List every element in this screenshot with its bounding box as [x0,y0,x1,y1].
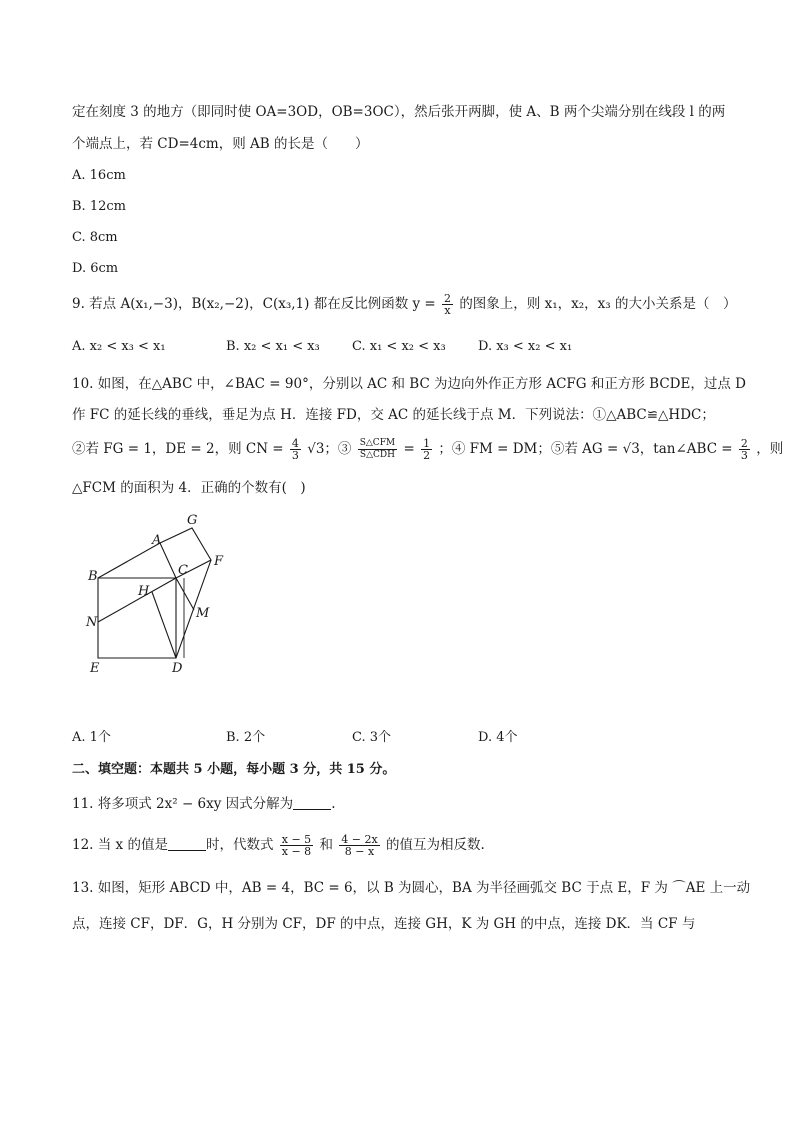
q10-option-b: B. 2个 [226,730,266,745]
q10-frac-3-num: 1 [423,437,431,450]
q9-frac-num: 2 [444,292,452,305]
label-c: C [178,563,188,578]
q12-fraction-2 [339,834,379,857]
q13-line-2: 点，连接 CF，DF．G，H 分别为 CF，DF 的中点，连接 GH，K 为 GH 的中点，连接 DK．当 CF 与 [72,916,696,932]
q10-option-a: A. 1个 [72,730,111,745]
label-e: E [90,661,100,676]
q12-answer-blank [168,836,206,851]
q8-line-1: 定在刻度 3 的地方（即同时使 OA=3OD，OB=3OC），然后张开两脚，使 A、B 两个尖端分别在线段 l 的两 [72,104,726,120]
q12-frac-2-den: 8 − x [344,845,375,858]
q12-frac-2-num: 4 − 2x [341,833,378,846]
q10-line-3 [72,438,783,461]
q8-option-d: D. 6cm [72,261,119,276]
q10-l3-a: ②若 FG = 1，DE = 2，则 CN = [72,441,284,457]
triangle-abc [98,543,176,578]
square-bcde [98,578,176,658]
q11-suffix: . [331,796,336,812]
q13-line-1: 13. 如图，矩形 ABCD 中，AB = 4，BC = 6，以 B 为圆心，BA 为半径画弧交 BC 于点 E，F 为 ⌒AE 上一动 [72,880,751,896]
q9-prefix: 9. 若点 A(x₁,−3)，B(x₂,−2)，C(x₃,1) 都在反比例函数 y = [72,296,436,312]
q10-frac-2-num: S△CFM [359,438,396,448]
q12-frac-1-num: x − 5 [281,833,312,846]
q10-l3-e: ，则 [756,441,784,457]
q10-line-2: 作 FC 的延长线的垂线，垂足为点 H．连接 FD，交 AC 的延长线于点 M．下列说法：①△ABC≌△HDC； [72,407,715,423]
label-g: G [187,513,198,528]
q10-l3-d: ；④ FM = DM；⑤若 AG = √3，tan∠ABC = [438,441,733,457]
q10-frac-3-den: 2 [423,449,431,462]
q11-prefix: 11. 将多项式 2x² − 6xy 因式分解为 [72,796,294,812]
q10-option-d: D. 4个 [478,730,518,745]
q9-suffix: 的图象上，则 x₁，x₂，x₃ 的大小关系是（ ） [459,296,737,312]
q9-fraction [442,293,453,316]
q10-option-c: C. 3个 [352,730,392,745]
q10-frac-1 [290,438,301,461]
q12-frac-1-den: x − 8 [281,845,312,858]
q10-line-1: 10. 如图，在△ABC 中，∠BAC = 90°，分别以 AC 和 BC 为边向外作正方形 ACFG 和正方形 BCDE，过点 D [72,376,746,392]
q9-stem [72,293,736,316]
q8-option-b: B. 12cm [72,199,126,214]
label-m: M [196,606,210,621]
q9-frac-den: x [444,304,451,317]
q9-option-d: D. x₃ < x₂ < x₁ [478,339,573,354]
q8-option-c: C. 8cm [72,230,118,245]
label-h: H [138,584,150,599]
label-n: N [86,615,98,630]
q12-suffix: 的值互为相反数. [386,837,485,853]
q9-option-c: C. x₁ < x₂ < x₃ [352,339,446,354]
line-cm [176,578,194,610]
line-hd [152,592,176,658]
q10-l3-b: √3；③ [307,441,352,457]
q10-frac-3 [421,438,432,461]
label-b: B [88,569,98,584]
q10-l3-c: = [403,441,415,457]
q9-option-b: B. x₂ < x₁ < x₃ [226,339,320,354]
label-f: F [214,554,224,569]
q10-line-4: △FCM 的面积为 4．正确的个数有( ) [72,480,306,496]
section-2-title: 二、填空题：本题共 5 小题，每小题 3 分，共 15 分。 [72,762,396,777]
q10-frac-4-den: 3 [740,449,748,462]
label-d: D [172,661,183,676]
q10-frac-4-num: 2 [740,437,748,450]
q11-stem [72,794,335,814]
line-nc [98,578,176,622]
q8-option-a: A. 16cm [72,168,126,183]
q10-frac-2-den: S△CDH [359,450,395,460]
q12-fraction-1 [280,834,313,857]
q11-answer-blank [293,795,331,810]
q8-line-2: 个端点上，若 CD=4cm，则 AB 的长是（ ） [72,136,369,152]
q10-frac-1-num: 4 [291,437,299,450]
label-a: A [152,533,162,548]
q12-prefix: 12. 当 x 的值是 [72,837,168,853]
q10-geometry-figure [70,510,240,680]
q12-mid: 时，代数式 [205,837,274,853]
q10-frac-2 [358,438,397,461]
q10-frac-1-den: 3 [291,449,299,462]
q12-and: 和 [319,837,333,853]
q9-option-a: A. x₂ < x₃ < x₁ [72,339,166,354]
q10-frac-4 [739,438,750,461]
q12-stem [72,834,485,857]
